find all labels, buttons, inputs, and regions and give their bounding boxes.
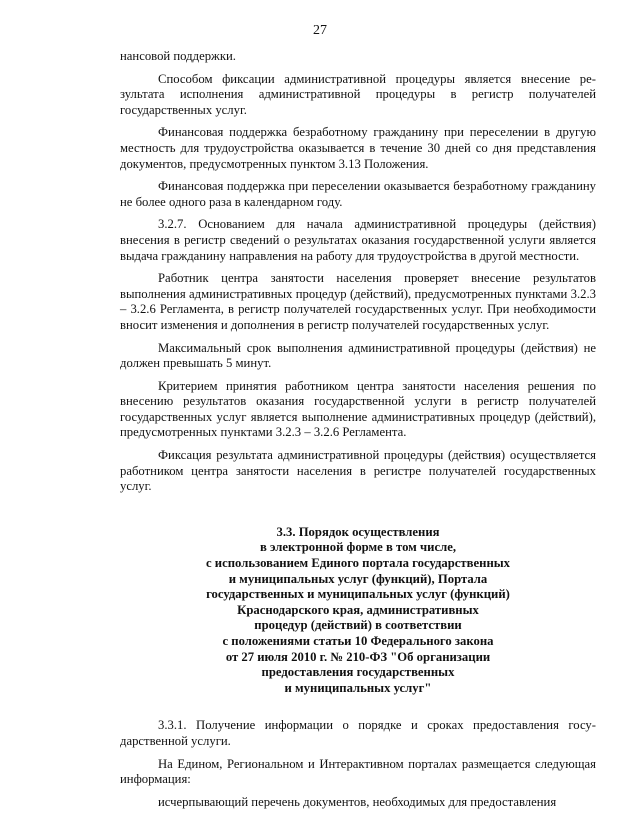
heading-line: государственных и муниципальных услуг (функций) [206, 587, 510, 602]
paragraph: 3.2.7. Основанием для начала административной процедуры (действия) внесения в регистр сведений о результатах оказания государственной услуги является выдача гражданину направления на работу для трудоустройства в другой местности. [120, 217, 596, 263]
heading-line: процедур (действий) в соответствии [254, 618, 462, 633]
section-heading [120, 525, 596, 697]
heading-line: предоставления государственных [261, 665, 455, 680]
paragraph: 3.3.1. Получение информации о порядке и сроках предоставления государственной услуги. [120, 718, 596, 748]
paragraph: Критерием принятия работником центра занятости населения решения по внесению результатов оказания государственной услуги в регистр получателей государственных услуг является выполнение административных процедур (действий), предусмотренных пунктами 3.2.3 – 3.2.6 Регламента. [120, 378, 596, 440]
heading-line: и муниципальных услуг (функций), Портала [228, 571, 488, 586]
heading-line: с использованием Единого портала государственных [205, 556, 511, 571]
heading-line: в электронной форме в том числе, [259, 540, 457, 555]
paragraph: Финансовая поддержка безработному гражданину при переселении в другую местность для трудоустройства оказывается в течение 30 дней со дня представления документов, предусмотренных пунктом 3.13 Положения. [120, 125, 596, 171]
paragraph-continuation: нансовой поддержки. [120, 49, 236, 63]
heading-line: Краснодарского края, административных [237, 602, 479, 617]
heading-line: от 27 июля 2010 г. № 210-ФЗ "Об организации [225, 649, 491, 664]
page-number: 27 [313, 23, 327, 38]
paragraph: На Едином, Региональном и Интерактивном порталах размещается следующая информация: [120, 756, 596, 787]
heading-line: 3.3. Порядок осуществления [276, 524, 440, 539]
heading-line: с положениями статьи 10 Федерального закона [222, 634, 494, 648]
document-body [120, 49, 596, 817]
paragraph: исчерпывающий перечень документов, необходимых для предоставления [158, 794, 557, 809]
paragraph: Работник центра занятости населения проверяет внесение результатов выполнения административных процедур (действий), предусмотренных пунктами 3.2.3 – 3.2.6 Регламента, в регистр получателей государственных услуг. При необходимости вносит изменения и дополнения в регистр получателей государственных услуг. [120, 271, 596, 332]
paragraph: Максимальный срок выполнения административной процедуры (действия) не должен превышать 5 минут. [120, 340, 596, 371]
heading-line: и муниципальных услуг" [284, 680, 432, 695]
paragraph: Финансовая поддержка при переселении оказывается безработному гражданину не более одного раза в календарном году. [120, 179, 596, 209]
paragraph: Фиксация результата административной процедуры (действия) осуществляется работником центра занятости населения в регистре получателей государственных услуг. [120, 448, 596, 494]
paragraph: Способом фиксации административной процедуры является внесение результата исполнения административной процедуры в регистр получателей государственных услуг. [120, 71, 596, 117]
